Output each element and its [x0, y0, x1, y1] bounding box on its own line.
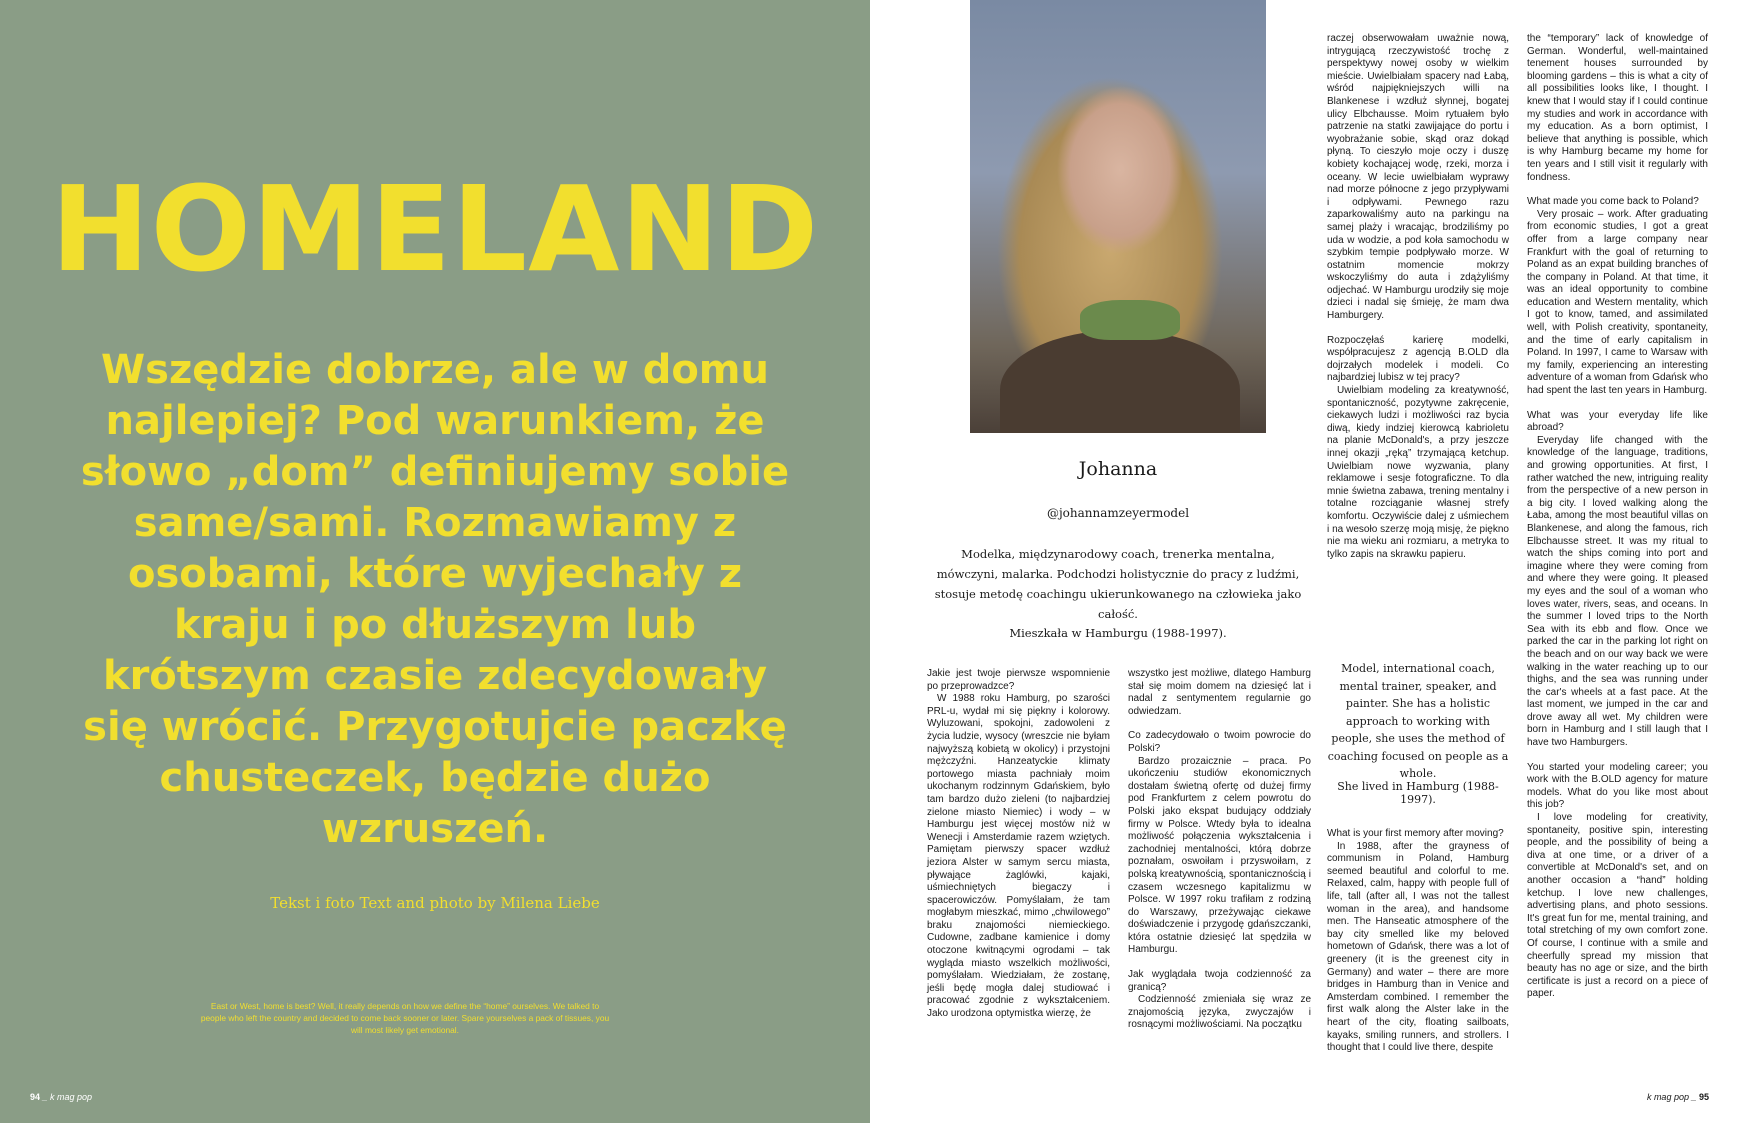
location-pl: Mieszkała w Hamburgu (1988-1997).	[1009, 626, 1227, 640]
question: Co zadecydowało o twoim powrocie do Polski?	[1128, 730, 1311, 754]
answer-continued: raczej obserwowałam uważnie nową, intrygującą rzeczywistość trochę z perspektywy nowej osoby w wielkim mieście. Uwielbiałam spacery nad Łabą, wśród najpiękniejszych willi na Blankenese i wzdłuż słynnej, bogatej ulicy Elbchausse. Moim rytuałem było patrzenie na statki zawijające do portu i wyobrażanie sobie, skąd oraz dokąd płyną. To cieszyło moje oczy i duszę kobiety kochającej wodę, rzeki, morza i oceany. W lecie uwielbiałam wyprawy nad morze północne z jego przypływami i odpływami. Pewnego razu zaparkowaliśmy auto na parkingu na samej plaży i wracając, brodziliśmy po uda w wodzie, a pod koła samochodu w szybkim tempie podpływało morze. W ostatnim momencie mokrzy wskoczyliśmy do auta i zdążyliśmy odjechać. W Hamburgu urodziły się moje dzieci i nadal się śmieję, że mam dwa Hamburgery.	[1327, 33, 1509, 322]
answer: W 1988 roku Hamburg, po szarości PRL-u, wydał mi się piękny i kolorowy. Wyluzowani, spokojni, zadowoleni z życia ludzie, wysocy (wreszcie nie byłam najwyższą kobietą w okolicy) i przystojni mężczyźni. Hanzeatyckie klimaty portowego miasta pachniały moim ukochanym rodzinnym Gdańskiem, było tam bardzo dużo zieleni (to najbardziej zielone miasto Niemiec) i wody – w Hamburgu jest więcej mostów niż w Wenecji i Amsterdamie razem wziętych. Pamiętam pierwszy spacer wzdłuż jeziora Alster w samym sercu miasta, pływające żaglówki, kajaki, uśmiechniętych biegaczy i spacerowiczów. Pomyślałam, że tam mogłabym mieszkać, mimo „chwilowego” braku znajomości niemieckiego. Cudowne, zadbane kamienice i domy otoczone kwitnącymi ogrodami – tak wygląda miasto wszelkich możliwości, pomyślałam. Wiedziałam, że zostanę, jeśli będę mogła dalej studiować i pracować zgodnie z wykształceniem. Jako urodzona optymistka wierzę, że	[927, 693, 1110, 1020]
bio-pl: Modelka, międzynarodowy coach, trenerka mentalna, mówczyni, malarka. Podchodzi holistycznie do pracy z ludźmi, stosuje metodę coachingu ukierunkowanego na człowieka jako całość.	[934, 547, 1302, 621]
column-3	[1327, 33, 1509, 561]
question: Jak wyglądała twoja codzienność za granicą?	[1128, 969, 1311, 993]
column-1	[927, 668, 1110, 1021]
right-page	[870, 0, 1739, 1123]
question: Rozpoczęłaś karierę modelki, współpracujesz z agencją B.OLD dla dojrzałych modelek i modeli. Co najbardziej lubisz w tej pracy?	[1327, 334, 1509, 384]
magazine-name-right: k mag pop _	[1646, 1092, 1697, 1102]
magazine-name-left: _ k mag pop	[42, 1092, 93, 1102]
answer-continued: wszystko jest możliwe, dlatego Hamburg stał się moim domem na dziesięć lat i nadal z sentymentem regularnie go odwiedzam.	[1128, 668, 1311, 717]
column-3-english	[1327, 828, 1509, 1055]
answer-continued: the “temporary” lack of knowledge of German. Wonderful, well-maintained tenement houses surrounded by blooming gardens – this is what a city of all possibilities looks like, I thought. I knew that I would stay if I could continue my studies and work in accordance with my education. As a born optimist, I believe that anything is possible, which is why Hamburg became my home for ten years and I still visit it regularly with fondness.	[1527, 33, 1708, 183]
lede-pl: Wszędzie dobrze, ale w domu najlepiej? Pod warunkiem, że słowo „dom” definiujemy sobie same/sami. Rozmawiamy z osobami, które wyjechały z kraju i po dłuższym lub krótszym czasie zdecydowały się wrócić. Przygotujcie paczkę chusteczek, będzie dużo wzruszeń.	[80, 347, 790, 852]
answer: Codzienność zmieniała się wraz ze znajomością języka, zwyczajów i rosnącymi możliwościami. Na początku	[1128, 994, 1311, 1031]
question: What is your first memory after moving?	[1327, 828, 1504, 839]
answer: Bardzo prozaicznie – praca. Po ukończeniu studiów ekonomicznych dostałam świetną ofertę od dużej firmy pod Frankfurtem z celem powrotu do Polski jako ekspat budujący oddziały firmy w Polsce. Wtedy była to idealna możliwość połączenia wykształcenia i zachodniej mentalności, którą dobrze poznałam, oswoiłam i przyswoiłam, z polską kreatywnością, spontanicznością i czasem wczesnego kapitalizmu w Polsce. W 1997 roku trafiłam z rodziną do Warszawy, przeżywając ciekawe doświadczenie i przygodę gdańszczanki, która ostatnie dziesięć lat spędziła w Hamburgu.	[1128, 755, 1311, 956]
answer: Uwielbiam modeling za kreatywność, spontaniczność, pozytywne zakręcenie, ciekawych ludzi i możliwości raz bycia diwą, kiedy indziej kierowcą kabrioletu na planie McDonald's, a przy jeszcze innej okazji „ręką” trzymającą ketchup. Uwielbiam nowe wyzwania, plany reklamowe i sesje fotograficzne. To dla mnie świetna zabawa, trening mentalny i totalne rozciąganie własnej strefy komfortu. Oczywiście dalej z uśmiechem i na wesoło szerzę moją misję, że piękno nie ma wieku ani rozmiaru, a metryka to tylko zapis na skrawku papieru.	[1327, 385, 1509, 560]
folio-right	[1647, 1092, 1709, 1102]
question: What made you come back to Poland?	[1527, 196, 1699, 208]
bio-en: Model, international coach, mental trainer, speaker, and painter. She has a holistic approach to working with people, she uses the method of coaching focused on people as a whole.	[1327, 662, 1509, 780]
portrait-coat	[1000, 330, 1240, 433]
column-2	[1128, 668, 1311, 1032]
instagram-handle: @johannamzeyermodel	[1046, 506, 1190, 520]
page-number-right: 95	[1698, 1092, 1709, 1102]
subject-name: Johanna	[1078, 458, 1158, 480]
portrait-photo	[970, 0, 1266, 433]
column-4	[1527, 33, 1708, 1001]
question: What was your everyday life like abroad?	[1527, 409, 1708, 434]
byline: Tekst i foto Text and photo by Milena Liebe	[270, 894, 600, 912]
portrait-scarf	[1080, 300, 1180, 340]
page-number-left: 94	[30, 1092, 41, 1102]
answer: I love modeling for creativity, spontaneity, positive spin, interesting people, and the possibility of being a diva at one time, or a driver of a convertible at McDonald's set, and on another occasion a “hand” holding ketchup. I love new challenges, advertising plans, and photo sessions. It's great fun for me, mental training, and total stretching of my own comfort zone. Of course, I continue with a smile and cheerfully spread my mission that beauty has no age or size, and the birth certificate is just a record on a piece of paper.	[1527, 812, 1708, 1000]
question: Jakie jest twoje pierwsze wspomnienie po przeprowadzce?	[927, 668, 1110, 692]
folio-left	[30, 1092, 92, 1102]
question: You started your modeling career; you work with the B.OLD agency for mature models. What do you like most about this job?	[1527, 761, 1708, 811]
answer: In 1988, after the grayness of communism in Poland, Hamburg seemed beautiful and colorful to me. Relaxed, calm, happy with people full of life, tall (after all, I was not the tallest woman in the area), and handsome men. The Hanseatic atmosphere of the bay city smelled like my beloved hometown of Gdańsk, there was a lot of greenery (it is the greenest city in Germany) and water – there are more bridges in Hamburg than in Venice and Amsterdam combined. I remember the first walk along the Alster lake in the heart of the city, floating sailboats, kayaks, smiling runners, and strollers. I thought that I could live there, despite	[1327, 840, 1509, 1054]
answer: Very prosaic – work. After graduating from economic studies, I got a great offer from a large company near Frankfurt with the goal of returning to Poland as an expat building branches of the company in Poland. At that time, it was an ideal opportunity to combine education and Western mentality, which I got to know, tamed, and assimilated well, with Polish creativity, spontaneity, and the time of early capitalism in Poland. In 1997, I came to Warsaw with my family, experiencing an interesting adventure of a woman from Gdańsk who had spent the last ten years in Hamburg.	[1527, 208, 1708, 397]
answer: Everyday life changed with the knowledge of the language, traditions, and growing opportunities. At first, I rather watched the new, intriguing reality from the perspective of a new person in a big city. I loved walking along the Łaba, among the most beautiful villas on Blankenese, and along the famous, rich Elbchausse street. It was my ritual to watch the ships coming into port and imagine where they were coming from and where they were going. It pleased my eyes and the soul of a woman who loves water, rivers, seas, and oceans. In the summer I loved trips to the North Sea with its ebb and flow. Once we parked the car in the parking lot right on the beach and on our way back we were walking in the water reaching up to our thighs, and the sea was running under the car's wheels at a fast pace. At the last moment, we jumped in the car and drove away all wet. My children were born in Hamburg and I still laugh that I have two Hamburgers.	[1527, 434, 1708, 749]
location-en: She lived in Hamburg (1988-1997).	[1337, 780, 1499, 806]
lede-en: East or West, home is best? Well, it really depends on how we define the “home” ourselves. We talked to people who left the country and decided to come back sooner or later. Spare yourselves a pack of tissues, you will most likely get emotional.	[200, 1001, 610, 1035]
headline: HOMELAND	[50, 160, 820, 298]
